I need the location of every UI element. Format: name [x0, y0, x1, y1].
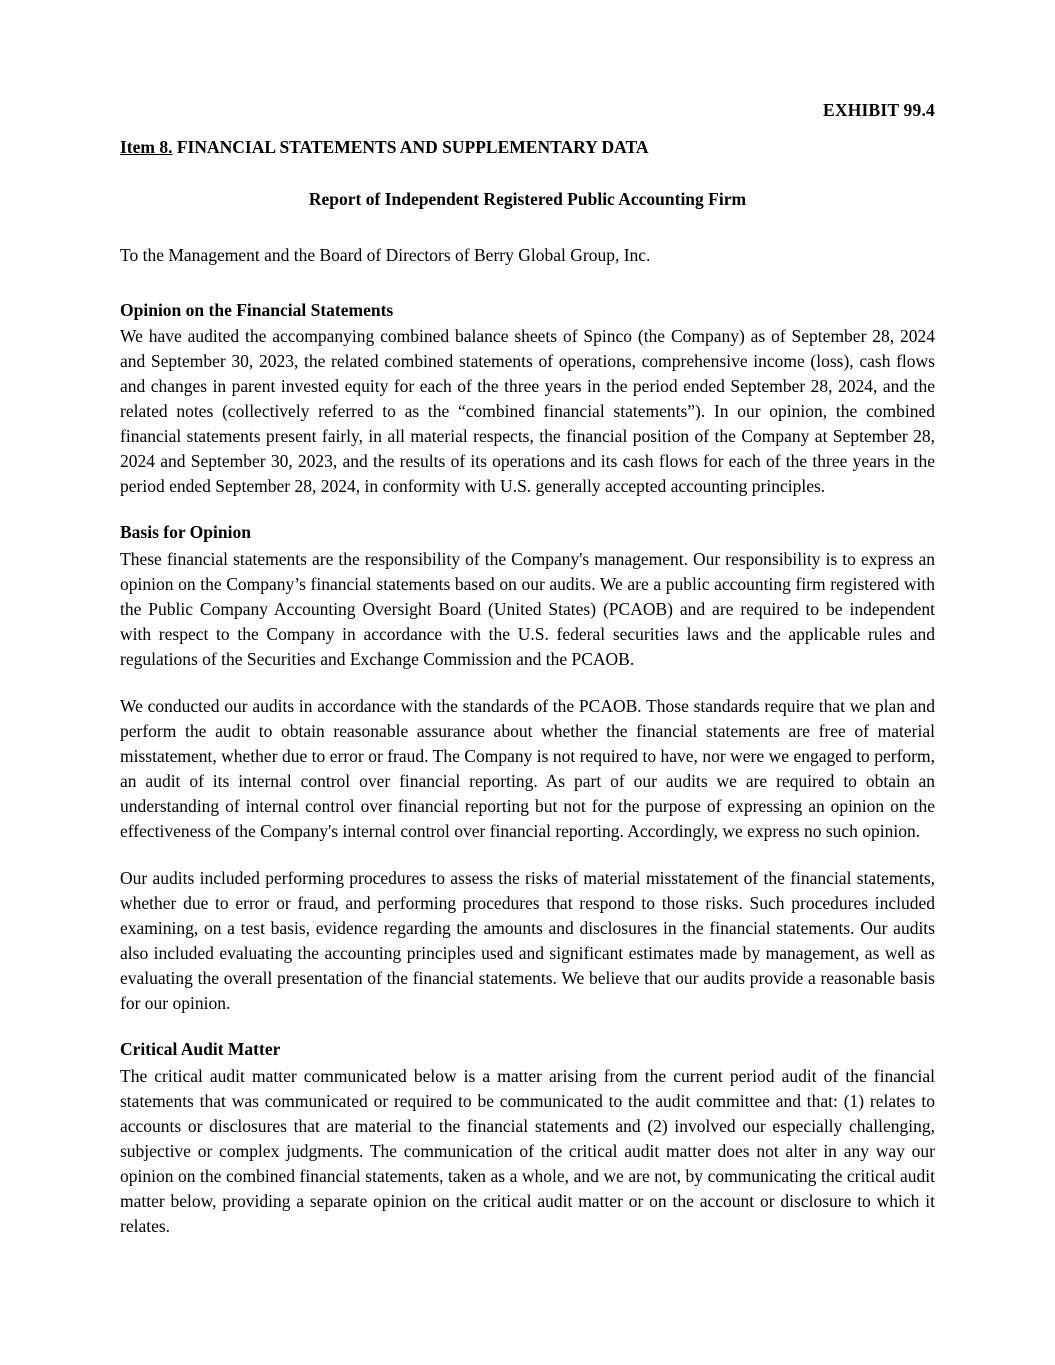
section-critical-audit-matter: [120, 1038, 935, 1239]
section-paragraph: The critical audit matter communicated below is a matter arising from the current period audit of the financial statements that was communicated or required to be communicated to the audit committee and that: (1) relates to accounts or disclosures that are material to the financial statements and (2) involved our especially challenging, subjective or complex judgments. The communication of the critical audit matter does not alter in any way our opinion on the combined financial statements, taken as a whole, and we are not, by communicating the critical audit matter below, providing a separate opinion on the critical audit matter or on the account or disclosure to which it relates.: [120, 1065, 935, 1236]
section-paragraph: We conducted our audits in accordance with the standards of the PCAOB. Those standards require that we plan and perform the audit to obtain reasonable assurance about whether the financial statements are free of material misstatement, whether due to error or fraud. The Company is not required to have, nor were we engaged to perform, an audit of its internal control over financial reporting. As part of our audits we are required to obtain an understanding of internal control over financial reporting but not for the purpose of expressing an opinion on the effectiveness of the Company's internal control over financial reporting. Accordingly, we express no such opinion.: [120, 696, 935, 842]
section-opinion-on-the-financial-statements: [120, 299, 935, 500]
section-paragraph: We have audited the accompanying combined balance sheets of Spinco (the Company) as of September 28, 2024 and September 30, 2023, the related combined statements of operations, comprehensive income (loss), cash flows and changes in parent invested equity for each of the three years in the period ended September 28, 2024, and the related notes (collectively referred to as the “combined financial statements”). In our opinion, the combined financial statements present fairly, in all material respects, the financial position of the Company at September 28, 2024 and September 30, 2023, and the results of its operations and its cash flows for each of the three years in the period ended September 28, 2024, in conformity with U.S. generally accepted accounting principles.: [120, 326, 935, 497]
section-heading: Critical Audit Matter: [120, 1039, 281, 1060]
item-title-label: FINANCIAL STATEMENTS AND SUPPLEMENTARY DATA: [176, 137, 649, 157]
section-basis-for-opinion: [120, 521, 935, 1016]
section-paragraph: These financial statements are the responsibility of the Company's management. Our responsibility is to express an opinion on the Company’s financial statements based on our audits. We are a public accounting firm registered with the Public Company Accounting Oversight Board (United States) (PCAOB) and are required to be independent with respect to the Company in accordance with the U.S. federal securities laws and the applicable rules and regulations of the Securities and Exchange Commission and the PCAOB.: [120, 548, 935, 670]
addressee-line: To the Management and the Board of Directors of Berry Global Group, Inc.: [120, 244, 651, 265]
section-heading: Opinion on the Financial Statements: [120, 299, 394, 320]
exhibit-label: EXHIBIT 99.4: [823, 100, 935, 120]
item-number-label: Item 8.: [120, 137, 173, 157]
page-title: [120, 137, 935, 159]
section-paragraph: Our audits included performing procedures to assess the risks of material misstatement of the financial statements, whether due to error or fraud, and performing procedures that respond to those risks. Such procedures included examining, on a test basis, evidence regarding the amounts and disclosures in the financial statements. Our audits also included evaluating the accounting principles used and significant estimates made by management, as well as evaluating the overall presentation of the financial statements. We believe that our audits provide a reasonable basis for our opinion.: [120, 868, 935, 1014]
section-heading: Basis for Opinion: [120, 522, 251, 543]
report-title: Report of Independent Registered Public Accounting Firm: [308, 188, 747, 209]
